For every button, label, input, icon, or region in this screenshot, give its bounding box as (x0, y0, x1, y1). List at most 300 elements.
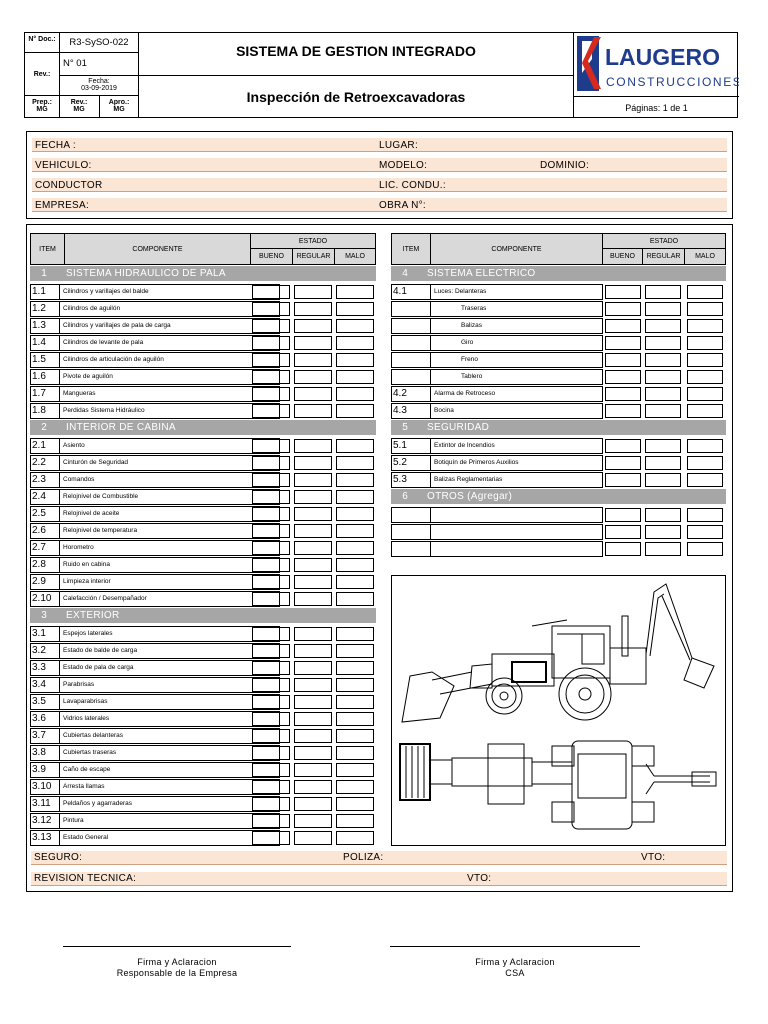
estado-bueno-checkbox[interactable] (605, 353, 641, 367)
estado-bueno-checkbox[interactable] (252, 439, 290, 453)
estado-bueno-checkbox[interactable] (605, 508, 641, 522)
checklist-row (391, 352, 726, 368)
signature-1-line2: Responsable de la Empresa (116, 968, 238, 978)
estado-malo-checkbox[interactable] (336, 661, 374, 675)
estado-malo-checkbox[interactable] (336, 627, 374, 641)
estado-malo-checkbox[interactable] (687, 319, 723, 333)
item-component: Extintor de Incendios (431, 438, 603, 454)
item-number: 3.1 (30, 626, 60, 642)
estado-regular-checkbox[interactable] (294, 780, 332, 794)
section-header-2 (30, 420, 376, 435)
item-component: Tablero (431, 369, 603, 385)
estado-malo-checkbox[interactable] (687, 404, 723, 418)
estado-regular-checkbox[interactable] (294, 763, 332, 777)
estado-malo-checkbox[interactable] (336, 678, 374, 692)
estado-bueno-checkbox[interactable] (252, 729, 290, 743)
item-number: 3.9 (30, 762, 60, 778)
item-number: 3.6 (30, 711, 60, 727)
checklist-row (30, 643, 376, 659)
estado-bueno-checkbox[interactable] (252, 353, 290, 367)
estado-malo-checkbox[interactable] (687, 456, 723, 470)
item-number: 2.10 (30, 591, 60, 607)
estado-regular-checkbox[interactable] (294, 285, 332, 299)
estado-bueno-checkbox[interactable] (605, 387, 641, 401)
item-number: 3.13 (30, 830, 60, 846)
revision-row (31, 872, 727, 886)
checklist-row (30, 369, 376, 385)
page-count: Páginas: 1 de 1 (625, 103, 688, 113)
checklist-row (391, 524, 726, 540)
estado-malo-checkbox[interactable] (336, 814, 374, 828)
estado-regular-checkbox[interactable] (294, 439, 332, 453)
signature-block-1 (63, 957, 291, 979)
item-component: Estado de pala de carga (60, 660, 280, 676)
estado-regular-checkbox[interactable] (645, 508, 681, 522)
section-title: SEGURIDAD (427, 422, 490, 433)
item-component: Estado de balde de carga (60, 643, 280, 659)
estado-malo-checkbox[interactable] (336, 507, 374, 521)
estado-regular-checkbox[interactable] (294, 592, 332, 606)
item-number: 4.2 (391, 386, 431, 402)
section-header-5 (391, 420, 726, 435)
item-component: Pivote de aguilón (60, 369, 280, 385)
estado-malo-checkbox[interactable] (336, 285, 374, 299)
item-component: Espejos laterales (60, 626, 280, 642)
checklist-row (391, 335, 726, 351)
estado-bueno-checkbox[interactable] (605, 439, 641, 453)
estado-bueno-checkbox[interactable] (605, 473, 641, 487)
estado-malo-checkbox[interactable] (336, 797, 374, 811)
estado-malo-checkbox[interactable] (687, 525, 723, 539)
item-number: 1.8 (30, 403, 60, 419)
item-component: Caño de escape (60, 762, 280, 778)
item-number: 2.7 (30, 540, 60, 556)
estado-bueno-checkbox[interactable] (252, 558, 290, 572)
left-malo-header: MALO (334, 248, 376, 265)
right-regular-header: REGULAR (642, 248, 685, 265)
doc-number-label: N° Doc.: (28, 36, 56, 43)
estado-regular-checkbox[interactable] (645, 285, 681, 299)
rev-label: Rev.: (33, 71, 51, 78)
item-number: 5.3 (391, 472, 431, 488)
item-number: 3.4 (30, 677, 60, 693)
estado-bueno-checkbox[interactable] (252, 814, 290, 828)
item-number (391, 301, 431, 317)
item-number: 1.7 (30, 386, 60, 402)
dominio-field-label: DOMINIO: (540, 160, 590, 171)
estado-bueno-checkbox[interactable] (252, 627, 290, 641)
estado-regular-checkbox[interactable] (294, 353, 332, 367)
item-number (391, 507, 431, 523)
seguro-label: SEGURO: (34, 852, 83, 863)
checklist-row (30, 540, 376, 556)
estado-malo-checkbox[interactable] (336, 644, 374, 658)
estado-regular-checkbox[interactable] (294, 404, 332, 418)
estado-regular-checkbox[interactable] (294, 575, 332, 589)
right-malo-header: MALO (684, 248, 726, 265)
item-number: 1.3 (30, 318, 60, 334)
checklist-row (30, 796, 376, 812)
item-number: 2.2 (30, 455, 60, 471)
right-componente-header: COMPONENTE (430, 233, 603, 265)
item-component: Vidrios laterales (60, 711, 280, 727)
checklist-row (30, 489, 376, 505)
estado-bueno-checkbox[interactable] (252, 336, 290, 350)
estado-malo-checkbox[interactable] (336, 319, 374, 333)
estado-bueno-checkbox[interactable] (605, 542, 641, 556)
estado-malo-checkbox[interactable] (336, 387, 374, 401)
document-header (24, 32, 738, 118)
estado-malo-checkbox[interactable] (687, 439, 723, 453)
item-number: 1.1 (30, 284, 60, 300)
estado-regular-checkbox[interactable] (294, 831, 332, 845)
section-title: OTROS (Agregar) (427, 491, 513, 502)
estado-bueno-checkbox[interactable] (605, 319, 641, 333)
right-estado-header: ESTADO (602, 233, 726, 249)
checklist-row (391, 318, 726, 334)
estado-malo-checkbox[interactable] (336, 336, 374, 350)
estado-bueno-checkbox[interactable] (605, 404, 641, 418)
checklist-row (30, 301, 376, 317)
item-number: 1.4 (30, 335, 60, 351)
estado-regular-checkbox[interactable] (645, 353, 681, 367)
estado-bueno-checkbox[interactable] (605, 370, 641, 384)
item-component: Perdidas Sistema Hidráulico (60, 403, 280, 419)
item-number (391, 335, 431, 351)
item-component: Ruido en cabina (60, 557, 280, 573)
estado-malo-checkbox[interactable] (336, 473, 374, 487)
estado-malo-checkbox[interactable] (687, 508, 723, 522)
estado-regular-checkbox[interactable] (294, 473, 332, 487)
estado-malo-checkbox[interactable] (336, 831, 374, 845)
rev2-value: MG (73, 106, 85, 113)
item-number: 5.2 (391, 455, 431, 471)
section-number: 6 (402, 491, 408, 502)
estado-regular-checkbox[interactable] (294, 490, 332, 504)
item-component: Botiquín de Primeros Auxilios (431, 455, 603, 471)
document-title: Inspección de Retroexcavadoras (246, 89, 466, 105)
estado-regular-checkbox[interactable] (645, 456, 681, 470)
checklist-row (30, 506, 376, 522)
estado-malo-checkbox[interactable] (336, 592, 374, 606)
item-number: 2.1 (30, 438, 60, 454)
estado-malo-checkbox[interactable] (687, 302, 723, 316)
estado-bueno-checkbox[interactable] (252, 473, 290, 487)
estado-malo-checkbox[interactable] (336, 780, 374, 794)
checklist-row (391, 507, 726, 523)
estado-bueno-checkbox[interactable] (605, 302, 641, 316)
estado-regular-checkbox[interactable] (645, 542, 681, 556)
estado-malo-checkbox[interactable] (687, 353, 723, 367)
item-number: 3.5 (30, 694, 60, 710)
prep-label: Prep.: (32, 99, 52, 106)
estado-bueno-checkbox[interactable] (252, 678, 290, 692)
estado-regular-checkbox[interactable] (645, 336, 681, 350)
estado-regular-checkbox[interactable] (294, 814, 332, 828)
estado-malo-checkbox[interactable] (336, 439, 374, 453)
estado-malo-checkbox[interactable] (336, 370, 374, 384)
item-component: Arresta llamas (60, 779, 280, 795)
item-component: Estado General (60, 830, 280, 846)
item-number: 1.2 (30, 301, 60, 317)
estado-malo-checkbox[interactable] (336, 558, 374, 572)
estado-regular-checkbox[interactable] (645, 439, 681, 453)
estado-bueno-checkbox[interactable] (252, 763, 290, 777)
estado-bueno-checkbox[interactable] (252, 302, 290, 316)
estado-regular-checkbox[interactable] (294, 558, 332, 572)
section-title: INTERIOR DE CABINA (66, 422, 176, 433)
estado-malo-checkbox[interactable] (687, 370, 723, 384)
estado-regular-checkbox[interactable] (294, 541, 332, 555)
estado-regular-checkbox[interactable] (294, 627, 332, 641)
doc-number: R3-SySO-022 (69, 37, 129, 48)
item-component: Parabrisas (60, 677, 280, 693)
item-component: Balizas Reglamentarias (431, 472, 603, 488)
item-component (431, 541, 603, 557)
signature-1-line1: Firma y Aclaracion (137, 957, 217, 967)
section-number: 2 (41, 422, 47, 433)
item-component: Pintura (60, 813, 280, 829)
checklist-row (391, 369, 726, 385)
empresa-field-label: EMPRESA: (35, 200, 90, 211)
checklist-row (30, 574, 376, 590)
estado-bueno-checkbox[interactable] (252, 490, 290, 504)
checklist-row (30, 779, 376, 795)
estado-bueno-checkbox[interactable] (252, 319, 290, 333)
section-title: SISTEMA HIDRAULICO DE PALA (66, 268, 226, 279)
item-component: Alarma de Retroceso (431, 386, 603, 402)
left-bueno-header: BUENO (250, 248, 293, 265)
estado-malo-checkbox[interactable] (336, 712, 374, 726)
item-number (391, 369, 431, 385)
checklist-row (30, 694, 376, 710)
estado-bueno-checkbox[interactable] (252, 507, 290, 521)
estado-regular-checkbox[interactable] (294, 661, 332, 675)
item-number: 1.6 (30, 369, 60, 385)
lugar-field-label: LUGAR: (379, 140, 419, 151)
checklist-row (30, 352, 376, 368)
checklist-row (30, 813, 376, 829)
laugero-logo (574, 33, 739, 96)
estado-regular-checkbox[interactable] (294, 644, 332, 658)
checklist-row (30, 523, 376, 539)
right-item-header: ITEM (391, 233, 431, 265)
estado-bueno-checkbox[interactable] (252, 541, 290, 555)
estado-regular-checkbox[interactable] (294, 336, 332, 350)
estado-bueno-checkbox[interactable] (252, 746, 290, 760)
section-title: EXTERIOR (66, 610, 120, 621)
estado-regular-checkbox[interactable] (294, 387, 332, 401)
estado-bueno-checkbox[interactable] (252, 285, 290, 299)
item-component: Cilindros de levante de pala (60, 335, 280, 351)
item-number: 3.11 (30, 796, 60, 812)
item-number (391, 541, 431, 557)
info-row-vehiculo (32, 158, 727, 172)
item-number: 2.9 (30, 574, 60, 590)
item-component: Freno (431, 352, 603, 368)
estado-malo-checkbox[interactable] (336, 746, 374, 760)
item-number: 4.3 (391, 403, 431, 419)
item-component: Cubiertas delanteras (60, 728, 280, 744)
left-componente-header: COMPONENTE (64, 233, 251, 265)
estado-regular-checkbox[interactable] (294, 370, 332, 384)
fecha-value: 03-09-2019 (81, 85, 117, 92)
item-component: Traseras (431, 301, 603, 317)
section-number: 4 (402, 268, 408, 279)
obra-field-label: OBRA N°: (379, 200, 426, 211)
left-regular-header: REGULAR (292, 248, 335, 265)
estado-bueno-checkbox[interactable] (252, 712, 290, 726)
item-component: Cilindros y varillajes del balde (60, 284, 280, 300)
estado-regular-checkbox[interactable] (294, 712, 332, 726)
estado-regular-checkbox[interactable] (294, 507, 332, 521)
item-number: 3.8 (30, 745, 60, 761)
fecha-field-label: FECHA : (35, 140, 76, 151)
checklist-row (30, 557, 376, 573)
estado-malo-checkbox[interactable] (336, 541, 374, 555)
section-title: SISTEMA ELECTRICO (427, 268, 536, 279)
estado-malo-checkbox[interactable] (336, 490, 374, 504)
estado-bueno-checkbox[interactable] (252, 592, 290, 606)
item-component: Comandos (60, 472, 280, 488)
checklist-row (391, 403, 726, 419)
estado-regular-checkbox[interactable] (294, 729, 332, 743)
estado-malo-checkbox[interactable] (687, 285, 723, 299)
estado-regular-checkbox[interactable] (294, 456, 332, 470)
item-component: Asiento (60, 438, 280, 454)
estado-regular-checkbox[interactable] (645, 319, 681, 333)
item-number: 3.3 (30, 660, 60, 676)
estado-bueno-checkbox[interactable] (605, 336, 641, 350)
item-number: 3.10 (30, 779, 60, 795)
estado-malo-checkbox[interactable] (336, 575, 374, 589)
estado-bueno-checkbox[interactable] (252, 644, 290, 658)
checklist-row (30, 386, 376, 402)
estado-regular-checkbox[interactable] (645, 404, 681, 418)
estado-malo-checkbox[interactable] (687, 542, 723, 556)
checklist-row (30, 711, 376, 727)
item-component: Horometro (60, 540, 280, 556)
item-component: Lavaparabrisas (60, 694, 280, 710)
estado-regular-checkbox[interactable] (645, 387, 681, 401)
item-component: Peldaños y agarraderas (60, 796, 280, 812)
estado-bueno-checkbox[interactable] (252, 695, 290, 709)
checklist-row (30, 335, 376, 351)
item-number (391, 352, 431, 368)
estado-regular-checkbox[interactable] (294, 695, 332, 709)
estado-regular-checkbox[interactable] (294, 302, 332, 316)
checklist-row (30, 455, 376, 471)
checklist-row (30, 762, 376, 778)
item-component (431, 524, 603, 540)
estado-regular-checkbox[interactable] (645, 370, 681, 384)
estado-bueno-checkbox[interactable] (252, 780, 290, 794)
estado-bueno-checkbox[interactable] (252, 387, 290, 401)
item-component: Balizas (431, 318, 603, 334)
estado-bueno-checkbox[interactable] (252, 575, 290, 589)
item-component: Luces: Delanteras (431, 284, 603, 300)
section-header-6 (391, 489, 726, 504)
estado-bueno-checkbox[interactable] (252, 524, 290, 538)
estado-bueno-checkbox[interactable] (605, 456, 641, 470)
estado-malo-checkbox[interactable] (336, 353, 374, 367)
estado-bueno-checkbox[interactable] (605, 285, 641, 299)
item-number: 3.2 (30, 643, 60, 659)
estado-malo-checkbox[interactable] (336, 729, 374, 743)
item-component: Limpieza interior (60, 574, 280, 590)
vehiculo-field-label: VEHICULO: (35, 160, 92, 171)
item-component: Cinturón de Seguridad (60, 455, 280, 471)
estado-bueno-checkbox[interactable] (252, 661, 290, 675)
estado-malo-checkbox[interactable] (336, 763, 374, 777)
info-row-empresa (32, 198, 727, 212)
checklist-row (391, 455, 726, 471)
estado-bueno-checkbox[interactable] (252, 404, 290, 418)
vto-label-1: VTO: (641, 852, 666, 863)
section-header-1 (30, 266, 376, 281)
estado-bueno-checkbox[interactable] (605, 525, 641, 539)
estado-regular-checkbox[interactable] (294, 797, 332, 811)
checklist-row (391, 386, 726, 402)
apro-label: Apro.: (108, 99, 130, 106)
checklist-row (30, 318, 376, 334)
checklist-row (30, 728, 376, 744)
section-header-3 (30, 608, 376, 623)
estado-malo-checkbox[interactable] (687, 387, 723, 401)
info-row-fecha (32, 138, 727, 152)
signature-2-line2: CSA (505, 968, 525, 978)
estado-regular-checkbox[interactable] (294, 746, 332, 760)
estado-regular-checkbox[interactable] (645, 473, 681, 487)
estado-malo-checkbox[interactable] (336, 524, 374, 538)
estado-malo-checkbox[interactable] (687, 336, 723, 350)
estado-regular-checkbox[interactable] (645, 525, 681, 539)
signature-2-line1: Firma y Aclaracion (475, 957, 555, 967)
estado-regular-checkbox[interactable] (294, 319, 332, 333)
estado-regular-checkbox[interactable] (645, 302, 681, 316)
checklist-row (391, 541, 726, 557)
estado-bueno-checkbox[interactable] (252, 370, 290, 384)
estado-regular-checkbox[interactable] (294, 524, 332, 538)
backhoe-illustration (391, 575, 726, 846)
item-component: Relojnivel de aceite (60, 506, 280, 522)
estado-malo-checkbox[interactable] (336, 456, 374, 470)
item-number: 3.7 (30, 728, 60, 744)
estado-malo-checkbox[interactable] (336, 695, 374, 709)
left-estado-header: ESTADO (250, 233, 376, 249)
prep-value: MG (36, 106, 48, 113)
item-number: 1.5 (30, 352, 60, 368)
section-number: 3 (41, 610, 47, 621)
item-component: Relojnivel de temperatura (60, 523, 280, 539)
estado-malo-checkbox[interactable] (336, 404, 374, 418)
estado-bueno-checkbox[interactable] (252, 797, 290, 811)
item-component: Cilindros de aguilón (60, 301, 280, 317)
checklist-row (30, 830, 376, 846)
estado-bueno-checkbox[interactable] (252, 831, 290, 845)
estado-malo-checkbox[interactable] (336, 302, 374, 316)
item-number: 5.1 (391, 438, 431, 454)
checklist-row (30, 745, 376, 761)
estado-regular-checkbox[interactable] (294, 678, 332, 692)
estado-malo-checkbox[interactable] (687, 473, 723, 487)
estado-bueno-checkbox[interactable] (252, 456, 290, 470)
info-row-conductor (32, 178, 727, 192)
item-component: Cilindros de articulación de aguilón (60, 352, 280, 368)
item-component: Relojnivel de Combustible (60, 489, 280, 505)
backhoe-side-view-illustration (392, 576, 725, 845)
item-component (431, 507, 603, 523)
